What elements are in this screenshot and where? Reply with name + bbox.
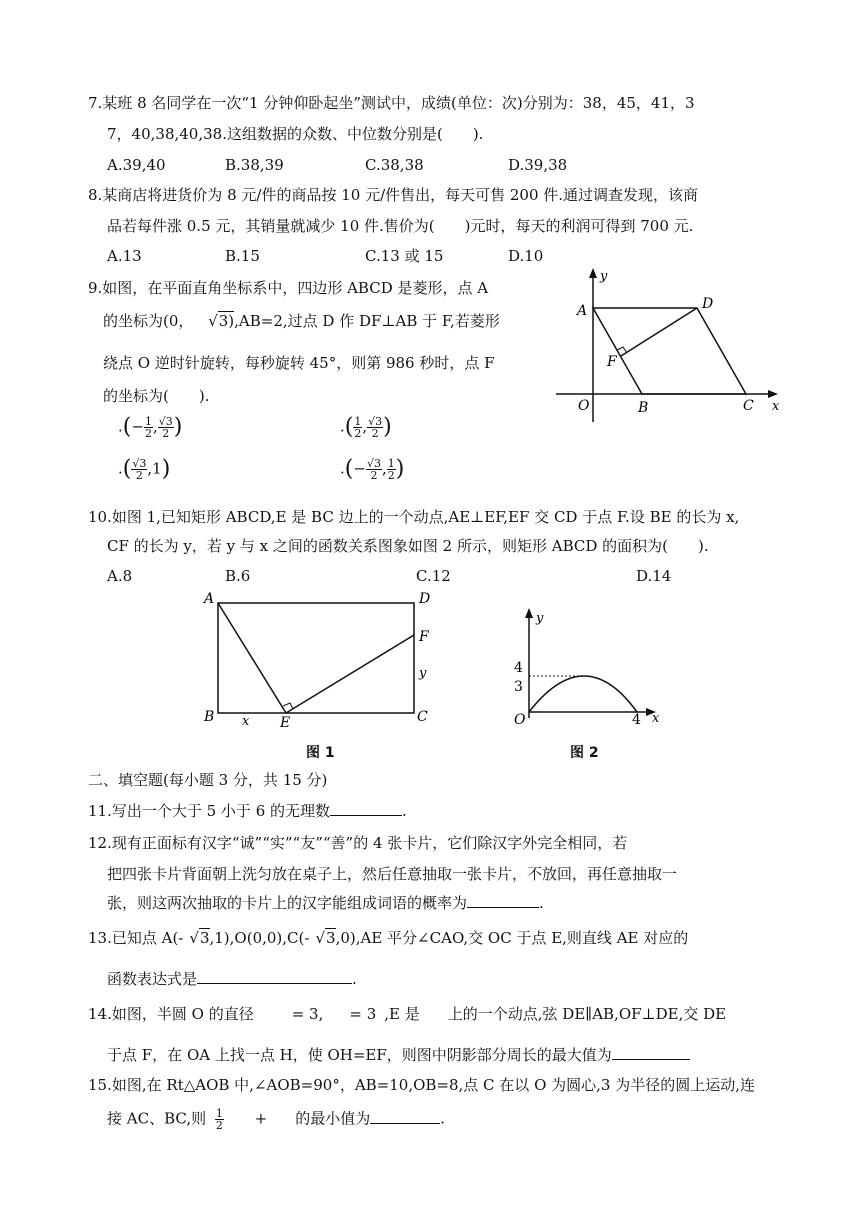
q15-line2 [107,1108,445,1131]
q13-text-b: ,1),O(0,0),C(- [209,929,310,947]
q14-text-c: = 3 [349,1005,377,1023]
q14-text-e: 上的一个动点,弦 DE∥AB,OF⊥DE,交 DE [447,1005,727,1023]
label-y: y [600,269,608,284]
section2-title: 二、填空题(每小题 3 分，共 15 分) [88,771,328,789]
q8-line1: 8.某商店将进货价为 8 元/件的商品按 10 元/件售出，每天可售 200 件.通过调查发现，该商 [88,186,699,204]
segment-ef [286,635,414,713]
q10-option-a: A.8 [107,567,133,585]
fig1-label-c: C [417,709,428,725]
label-c: C [743,398,754,414]
rectangle-abcd [218,603,414,713]
fig1-label-x: x [242,714,250,729]
q9-line2: 的坐标为(0， √3),AB=2,过点 D 作 DF⊥AB 于 F,若菱形 [103,312,500,330]
q11-line [88,801,407,821]
q10-figure2 [498,600,668,730]
label-x: x [772,399,780,414]
q7-line1: 7.某班 8 名同学在一次“1 分钟仰卧起坐”测试中，成绩(单位：次)分别为：38，45，41，3 [88,94,695,112]
label-f: F [607,354,617,370]
q10-option-b: B.6 [225,567,251,585]
q7-option-c: C.38,38 [365,156,424,174]
q7-line2: 7，40,38,40,38.这组数据的众数、中位数分别是( ). [107,125,484,143]
q15-line1: 15.如图,在 Rt△AOB 中,∠AOB=90°，AB=10,OB=8,点 C 在以 O 为圆心,3 为半径的圆上运动,连 [88,1076,755,1094]
q13-sqrt3-a: 3 [199,929,210,947]
q14-text-d: ,E 是 [384,1005,420,1023]
q7-option-a: A.39,40 [107,156,166,174]
q8-option-a: A.13 [107,247,142,265]
q9-line4: 的坐标为( ). [103,387,210,405]
fig2-label-4x: 4 [632,712,641,728]
q15-text-a: 接 AC、BC,则 [107,1109,207,1128]
q13-end: . [352,970,357,988]
q11-end: . [402,802,407,820]
q7-option-b: B.38,39 [225,156,284,174]
q13-line2-text: 函数表达式是 [107,970,198,988]
q10-line1: 10.如图 1,已知矩形 ABCD,E 是 BC 边上的一个动点,AE⊥EF,EF 交 CD 于点 F.设 BE 的长为 x, [88,508,740,526]
rhombus-abcd [593,308,746,394]
q9-option-b: .( $\frac{1}{2}$ , $\frac{√3}{2}$ ) [340,414,392,440]
fig2-y-arrow [525,608,533,618]
q9-line3: 绕点 O 逆时针旋转，每秒旋转 45°，则第 986 秒时，点 F [103,354,495,372]
segment-ae [218,603,286,713]
q14-line2 [107,1045,690,1065]
q13-line2 [107,969,357,989]
q9-option-d: .(− $\frac{√3}{2}$ , $\frac{1}{2}$ ) [340,456,405,482]
q10-option-d: D.14 [636,567,672,585]
label-a: A [577,303,588,319]
q12-line3 [107,893,544,913]
q13-text-a: 13.已知点 A(- [88,929,184,947]
q14-answer-blank[interactable] [612,1059,690,1060]
q8-line2: 品若每件涨 0.5 元，其销量就减少 10 件.售价为( )元时，每天的利润可得到 700 元. [107,217,694,235]
q15-plus: + [254,1109,268,1128]
q7-option-d: D.39,38 [508,156,568,174]
q15-text-b: 的最小值为 [295,1109,371,1128]
fig2-label-o: O [514,712,526,728]
q12-line1: 12.现有正面标有汉字“诚”“实”“友”“善”的 4 张卡片，它们除汉字外完全相同，若 [88,834,628,852]
fig2-label-3y: 3 [514,679,523,695]
q13-sqrt3-b: 3 [326,929,336,947]
q8-option-c: C.13 或 15 [365,247,444,265]
q15-frac-den: 2 [215,1119,223,1132]
fig2-label-y: y [536,611,544,626]
q14-text-a: 14.如图，半圆 O 的直径 [88,1005,254,1023]
fig1-label-d: D [419,591,431,607]
q12-line3-text: 张，则这两次抽取的卡片上的汉字能组成词语的概率为 [107,894,468,912]
q9-sqrt3: 3) [218,312,235,330]
q13-answer-blank[interactable] [197,983,352,984]
label-d: D [702,296,714,312]
fig2-label-4y: 4 [514,660,523,676]
q15-frac-num: 1 [215,1107,223,1120]
fig2-caption: 图 2 [570,745,599,761]
q13-text-c: ,0),AE 平分∠CAO,交 OC 于点 E,则直线 AE 对应的 [335,929,689,947]
q10-figure1 [198,585,448,735]
q10-option-c: C.12 [416,567,451,585]
q9-figure [550,262,790,430]
x-axis-arrow [768,390,778,398]
q14-line1 [88,1004,726,1024]
right-angle-e [283,703,293,709]
fig1-label-e: E [280,715,291,731]
fig1-label-b: B [204,709,215,725]
label-b: B [638,400,649,416]
q14-text-b: = 3, [291,1005,324,1023]
segment-df [621,308,697,356]
q10-line2: CF 的长为 y，若 y 与 x 之间的函数关系图象如图 2 所示，则矩形 ABCD 的面积为( ). [107,537,709,555]
q15-end: . [440,1109,446,1128]
q12-end: . [539,894,544,912]
label-o: O [578,398,590,414]
q9-line2-end: ,AB=2,过点 D 作 DF⊥AB 于 F,若菱形 [234,312,500,330]
fig1-label-f: F [419,629,429,645]
q9-option-a: .(− $\frac{1}{2}$ , $\frac{√3}{2}$ ) [118,414,183,440]
q12-answer-blank[interactable] [467,907,539,908]
fig1-label-y: y [419,666,427,681]
fig2-parabola [529,676,637,712]
q9-line1: 9.如图，在平面直角坐标系中，四边形 ABCD 是菱形，点 A [88,279,489,297]
q8-option-b: B.15 [225,247,260,265]
q9-line2-start: 的坐标为(0， [103,312,194,330]
q9-option-c: .( $\frac{√3}{2}$ ,1) [118,456,171,482]
q11-answer-blank[interactable] [330,815,402,816]
q13-line1: 13.已知点 A(- √3,1),O(0,0),C(- √3,0),AE 平分∠CAO,交 OC 于点 E,则直线 AE 对应的 [88,929,689,947]
fig1-caption: 图 1 [306,745,335,761]
q14-line2-text: 于点 F，在 OA 上找一点 H，使 OH=EF，则图中阴影部分周长的最大值为 [107,1046,612,1064]
q8-option-d: D.10 [508,247,544,265]
q12-line2: 把四张卡片背面朝上洗匀放在桌子上，然后任意抽取一张卡片，不放回，再任意抽取一 [107,865,678,883]
q11-text: 11.写出一个大于 5 小于 6 的无理数 [88,802,331,820]
q15-answer-blank[interactable] [370,1123,440,1124]
fig1-label-a: A [204,591,215,607]
fig2-label-x: x [652,711,660,726]
q15-fraction [215,1108,224,1131]
y-axis-arrow [589,268,597,278]
